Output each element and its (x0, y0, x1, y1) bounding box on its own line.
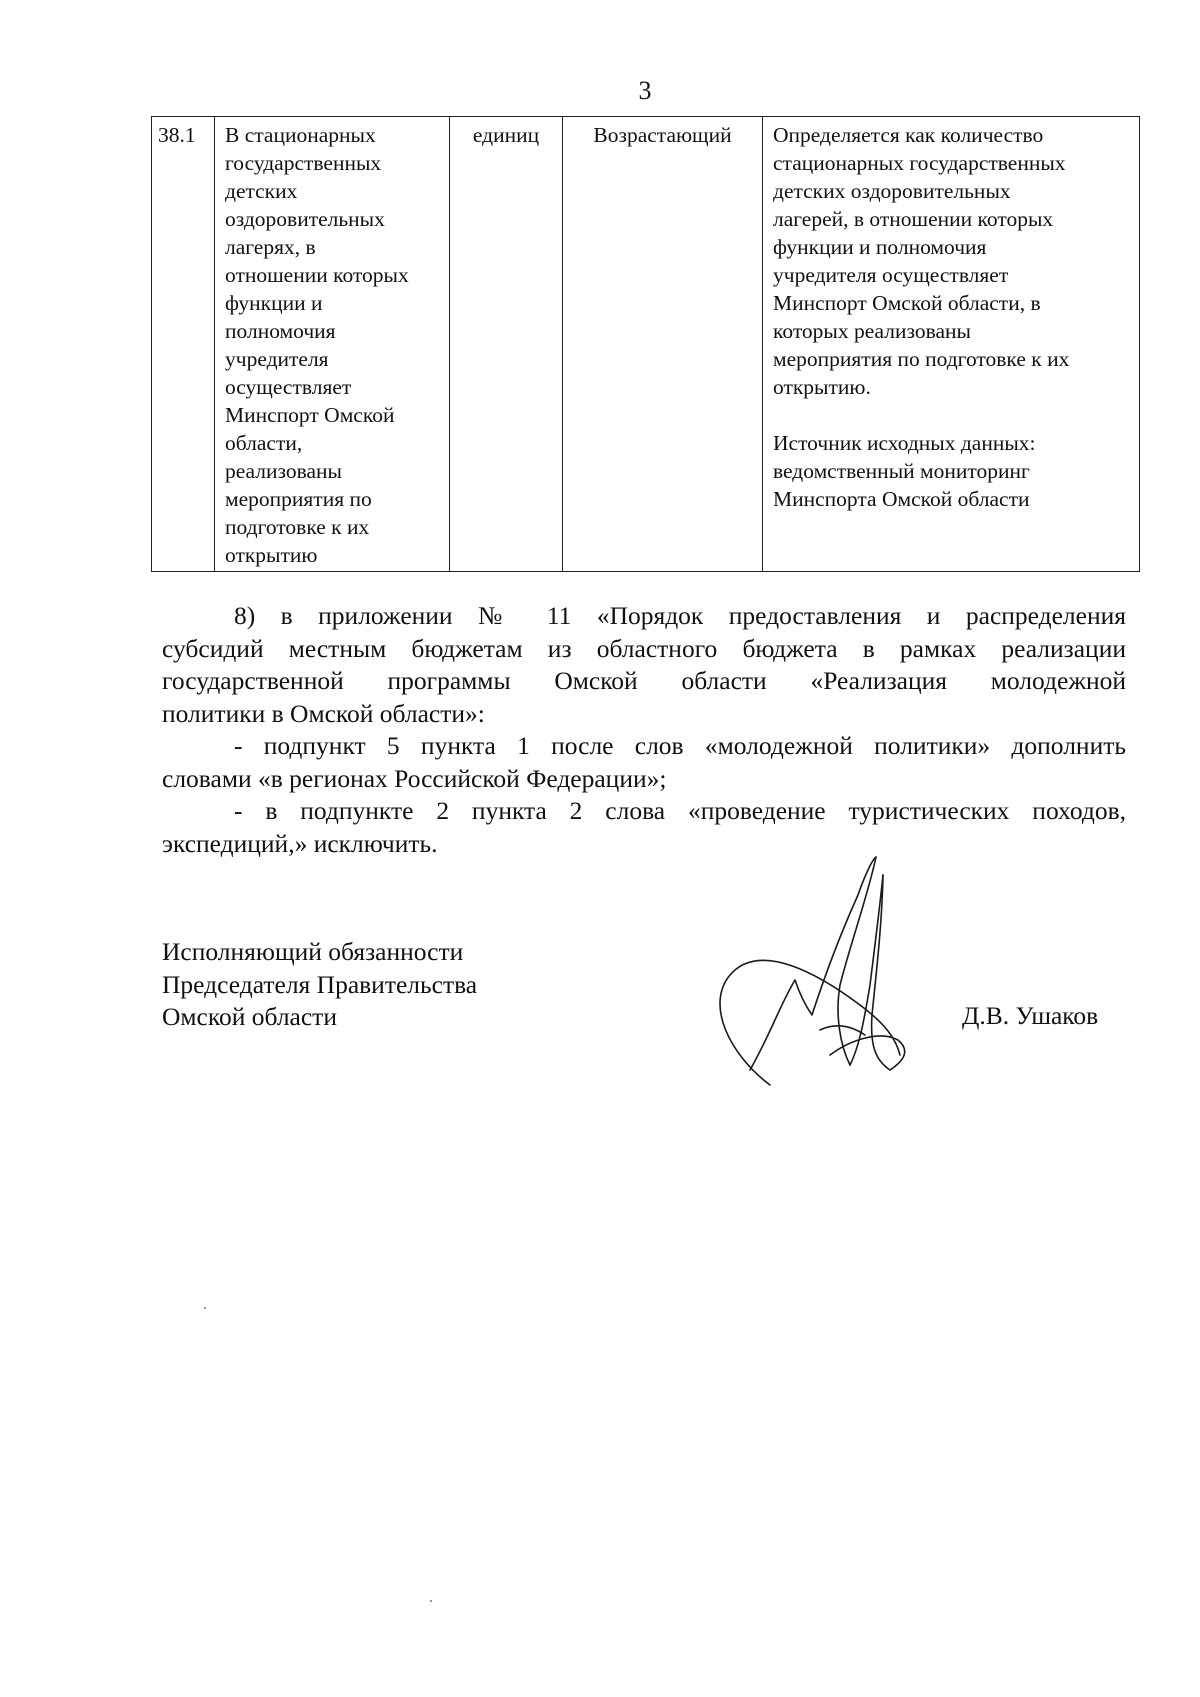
indicator-line: детских (225, 179, 298, 203)
method-line: мероприятия по подготовке к их (773, 347, 1070, 371)
handwritten-signature (700, 855, 950, 1095)
subitem-2-line: - в подпункте 2 пункта 2 слова «проведение туристических походов, (234, 796, 1126, 825)
source-line: ведомственный мониторинг (773, 459, 1030, 483)
indicator-line: функции и (225, 291, 323, 315)
indicator-line: отношении которых (225, 263, 409, 287)
method-line: учредителя осуществляет (773, 263, 1009, 287)
signatory-title-line: Исполняющий обязанности (162, 937, 464, 966)
paragraph-gap (773, 401, 1133, 429)
method-line: Определяется как количество (773, 123, 1044, 147)
indicator-line: области, (225, 431, 303, 455)
page-number: 3 (638, 76, 652, 105)
method-line: функции и полномочия (773, 235, 987, 259)
table-row (152, 117, 1140, 572)
row-number-cell (152, 117, 215, 572)
subitem-1-line: - подпункт 5 пункта 1 после слов «молодежной политики» дополнить (234, 731, 1126, 760)
scan-speck (430, 1600, 432, 1602)
indicator-line: открытию (225, 543, 318, 567)
method-line: Минспорт Омской области, в (773, 291, 1041, 315)
subitem-1-paragraph (162, 730, 1126, 795)
item-8-line: политики в Омской области»: (162, 698, 485, 728)
method-line: стационарных государственных (773, 151, 1066, 175)
subitem-2-paragraph (162, 795, 1126, 860)
indicator-table (151, 116, 1140, 572)
direction-cell (563, 117, 763, 572)
method-line: которых реализованы (773, 319, 972, 343)
indicator-line: лагерях, в (225, 235, 316, 259)
item-8-line: 8) в приложении № 11 «Порядок предоставления и распределения (234, 601, 1126, 630)
unit-value: единиц (472, 123, 540, 147)
method-line: детских оздоровительных (773, 179, 1011, 203)
indicator-line: В стационарных (225, 123, 376, 147)
indicator-line: мероприятия по (225, 487, 372, 511)
item-8-line: государственной программы Омской области «Реализация молодежной (162, 666, 1126, 695)
source-line: Минспорта Омской области (773, 487, 1030, 511)
subitem-2-line: экспедиций,» исключить. (162, 828, 438, 858)
unit-cell (450, 117, 563, 572)
indicator-line: Минспорт Омской (225, 403, 395, 427)
signer-name: Д.В. Ушаков (962, 1001, 1099, 1030)
signatory-title-line: Председателя Правительства (162, 969, 478, 999)
indicator-line: подготовке к их (225, 515, 370, 539)
row-number: 38.1 (158, 123, 196, 147)
subitem-1-line: словами «в регионах Российской Федерации»; (162, 763, 667, 793)
method-line: лагерей, в отношении которых (773, 207, 1054, 231)
indicator-name-cell (215, 117, 450, 572)
scan-speck (204, 1307, 206, 1309)
method-cell (763, 117, 1140, 572)
indicator-line: реализованы (225, 459, 343, 483)
signatory-title (162, 936, 477, 1034)
indicator-line: оздоровительных (225, 207, 385, 231)
indicator-line: полномочия (225, 319, 336, 343)
method-line: открытию. (773, 375, 871, 399)
signatory-title-line: Омской области (162, 1002, 337, 1031)
item-8-line: субсидий местным бюджетам из областного бюджета в рамках реализации (162, 633, 1126, 663)
item-8-paragraph (162, 600, 1126, 730)
source-line: Источник исходных данных: (773, 431, 1036, 455)
direction-value: Возрастающий (593, 123, 732, 147)
indicator-line: учредителя (225, 347, 329, 371)
indicator-line: государственных (225, 151, 382, 175)
indicator-line: осуществляет (225, 375, 352, 399)
